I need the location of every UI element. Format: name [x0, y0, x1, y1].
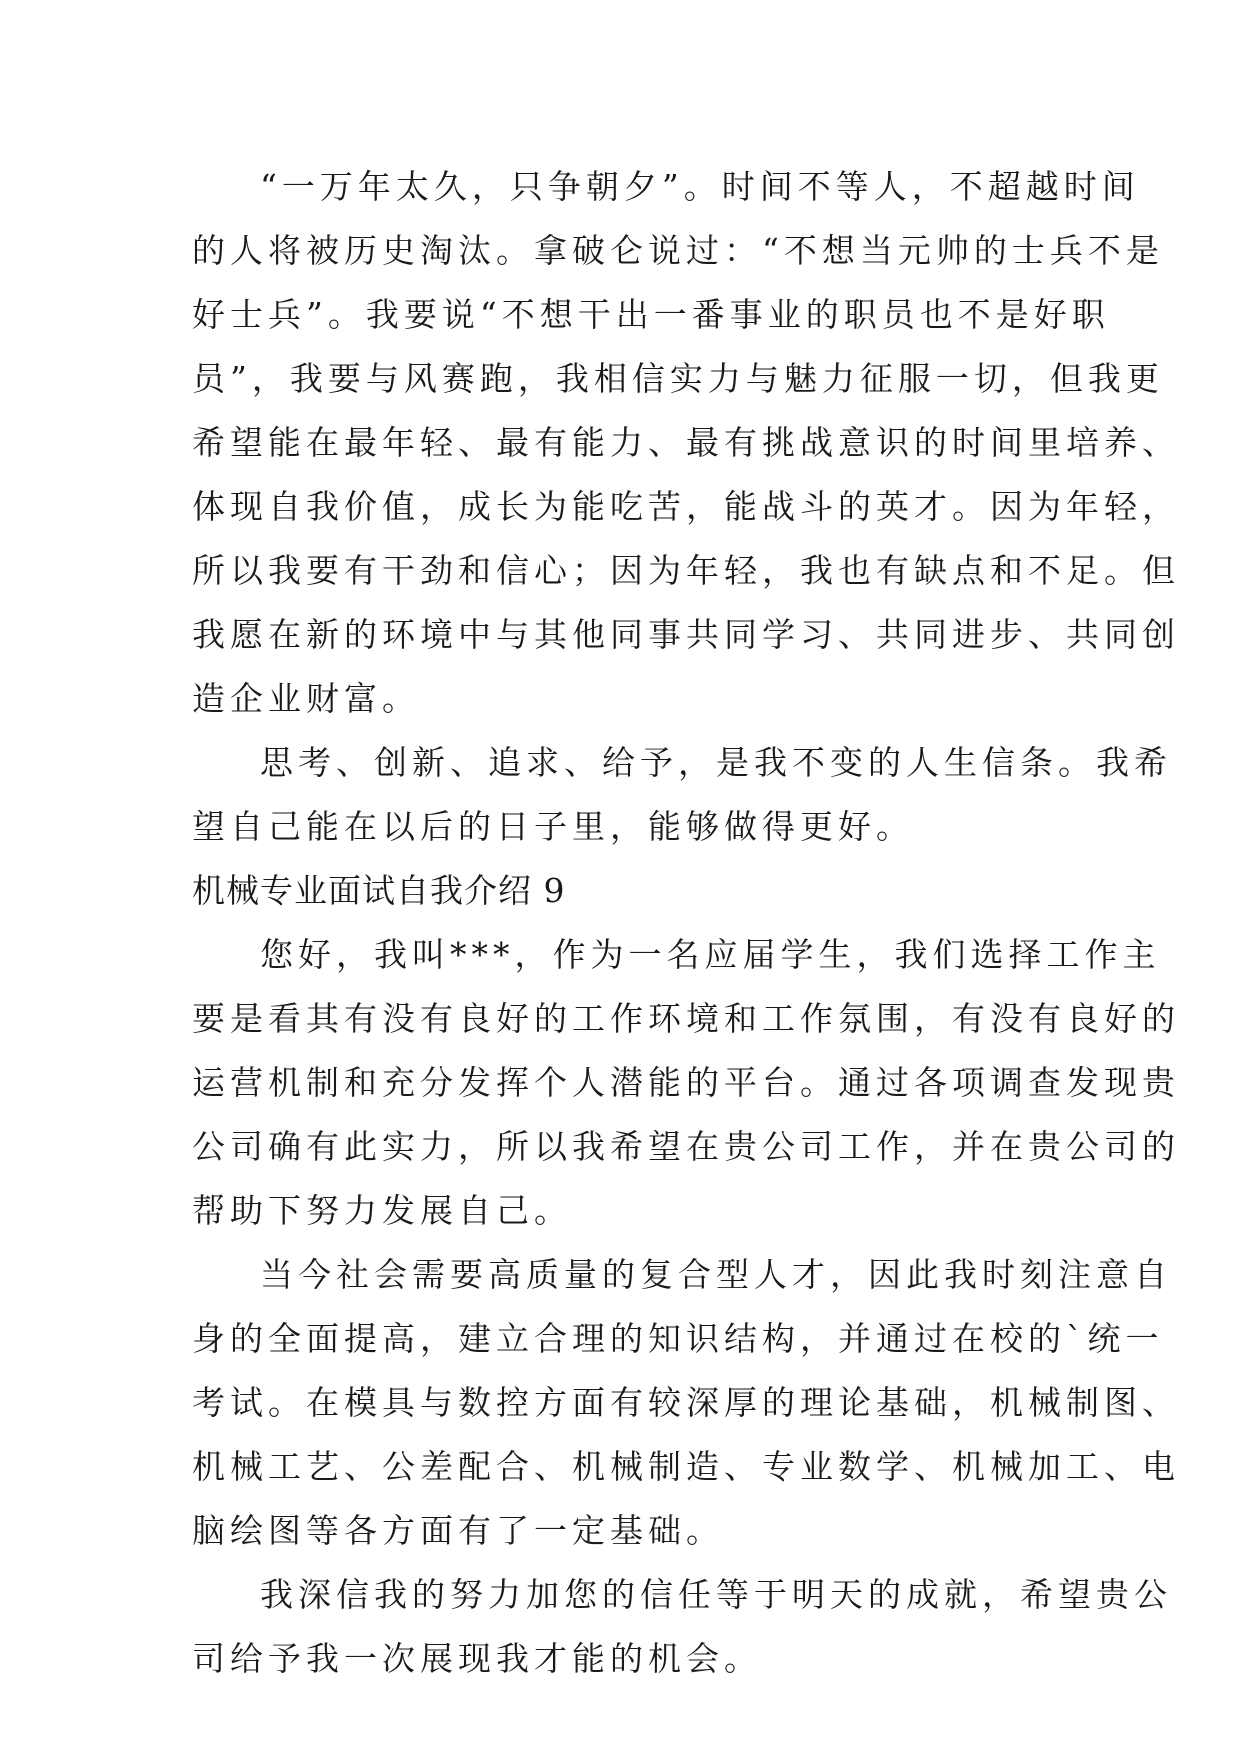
paragraph-line: 员”，我要与风赛跑，我相信实力与魅力征服一切，但我更: [192, 359, 1164, 398]
paragraph-line: 身的全面提高，建立合理的知识结构，并通过在校的`统一: [192, 1319, 1164, 1358]
document-body: [192, 155, 1180, 1691]
paragraph-line: 当今社会需要高质量的复合型人才，因此我时刻注意自: [260, 1255, 1172, 1294]
paragraph-line: 所以我要有干劲和信心；因为年轻，我也有缺点和不足。但: [192, 551, 1180, 590]
paragraph-line: 帮助下努力发展自己。: [192, 1191, 572, 1230]
paragraph-line: 考试。在模具与数控方面有较深厚的理论基础，机械制图、: [192, 1383, 1180, 1422]
paragraph-line: 思考、创新、追求、给予，是我不变的人生信条。我希: [260, 743, 1172, 782]
paragraph-line: 造企业财富。: [192, 679, 420, 718]
paragraph-line: 您好，我叫***，作为一名应届学生，我们选择工作主: [260, 935, 1161, 974]
paragraph-line: 司给予我一次展现我才能的机会。: [192, 1639, 762, 1678]
paragraph-line: 体现自我价值，成长为能吃苦，能战斗的英才。因为年轻，: [192, 487, 1180, 526]
paragraph-line: 希望能在最年轻、最有能力、最有挑战意识的时间里培养、: [192, 423, 1180, 462]
paragraph-line: 运营机制和充分发挥个人潜能的平台。通过各项调查发现贵: [192, 1063, 1180, 1102]
paragraph-line: 我深信我的努力加您的信任等于明天的成就，希望贵公: [260, 1575, 1172, 1614]
section-heading: 机械专业面试自我介绍 9: [192, 871, 566, 910]
paragraph-line: 公司确有此实力，所以我希望在贵公司工作，并在贵公司的: [192, 1127, 1180, 1166]
paragraph-line: “一万年太久，只争朝夕”。时间不等人，不超越时间: [260, 167, 1140, 206]
paragraph-line: 好士兵”。我要说“不想干出一番事业的职员也不是好职: [192, 295, 1110, 334]
paragraph-line: 要是看其有没有良好的工作环境和工作氛围，有没有良好的: [192, 999, 1180, 1038]
paragraph-line: 脑绘图等各方面有了一定基础。: [192, 1511, 724, 1550]
paragraph-line: 望自己能在以后的日子里，能够做得更好。: [192, 807, 914, 846]
paragraph-line: 机械工艺、公差配合、机械制造、专业数学、机械加工、电: [192, 1447, 1180, 1486]
paragraph-line: 我愿在新的环境中与其他同事共同学习、共同进步、共同创: [192, 615, 1180, 654]
paragraph-line: 的人将被历史淘汰。拿破仑说过：“不想当元帅的士兵不是: [192, 231, 1164, 270]
